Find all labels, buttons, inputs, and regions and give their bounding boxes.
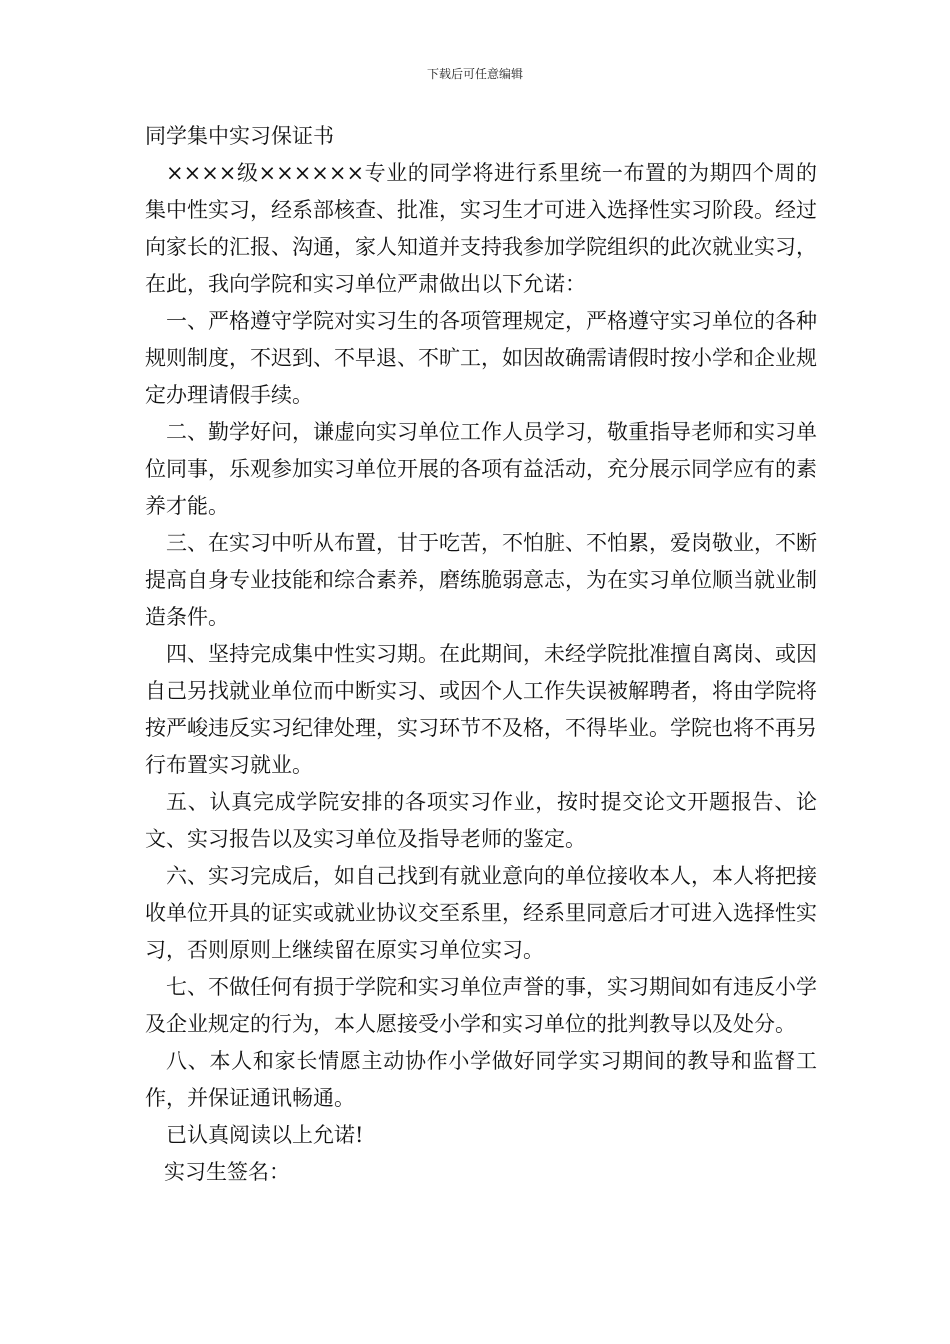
- clause-5: 五、认真完成学院安排的各项实习作业，按时提交论文开题报告、论文、实习报告以及实习单位及指导老师的鉴定。: [145, 790, 817, 851]
- clause-2: 二、勤学好问，谦虚向实习单位工作人员学习，敬重指导老师和实习单位同事，乐观参加实习单位开展的各项有益活动，充分展示同学应有的素养才能。: [145, 420, 817, 518]
- clause-1: 一、严格遵守学院对实习生的各项管理规定，严格遵守实习单位的各种规则制度，不迟到、不早退、不旷工，如因故确需请假时按小学和企业规定办理请假手续。: [145, 309, 817, 407]
- clause-8: 八、本人和家长情愿主动协作小学做好同学实习期间的教导和监督工作，并保证通讯畅通。: [145, 1049, 817, 1110]
- closing-statement: 已认真阅读以上允诺!: [166, 1123, 364, 1147]
- clause-7: 七、不做任何有损于学院和实习单位声誉的事，实习期间如有违反小学及企业规定的行为，本人愿接受小学和实习单位的批判教导以及处分。: [145, 975, 817, 1036]
- signature-label: 实习生签名：: [164, 1160, 290, 1184]
- clause-4: 四、坚持完成集中性实习期。在此期间，未经学院批准擅自离岗、或因自己另找就业单位而中断实习、或因个人工作失误被解聘者，将由学院将按严峻违反实习纪律处理，实习环节不及格，不得毕业。学院也将不再另行布置实习就业。: [145, 642, 817, 777]
- clause-6: 六、实习完成后，如自己找到有就业意向的单位接收本人，本人将把接收单位开具的证实或就业协议交至系里，经系里同意后才可进入选择性实习，否则原则上继续留在原实习单位实习。: [145, 864, 817, 962]
- document-body: [145, 118, 817, 1191]
- clause-3: 三、在实习中听从布置，甘于吃苦，不怕脏、不怕累，爱岗敬业，不断提高自身专业技能和综合素养，磨练脆弱意志，为在实习单位顺当就业制造条件。: [145, 531, 817, 629]
- intro-paragraph: ××××级××××××专业的同学将进行系里统一布置的为期四个周的集中性实习，经系部核查、批准，实习生才可进入选择性实习阶段。经过向家长的汇报、沟通，家人知道并支持我参加学院组织的此次就业实习，在此，我向学院和实习单位严肃做出以下允诺：: [145, 161, 817, 296]
- page-header-note: 下载后可任意编辑: [426, 67, 523, 81]
- document-title: 同学集中实习保证书: [145, 124, 334, 148]
